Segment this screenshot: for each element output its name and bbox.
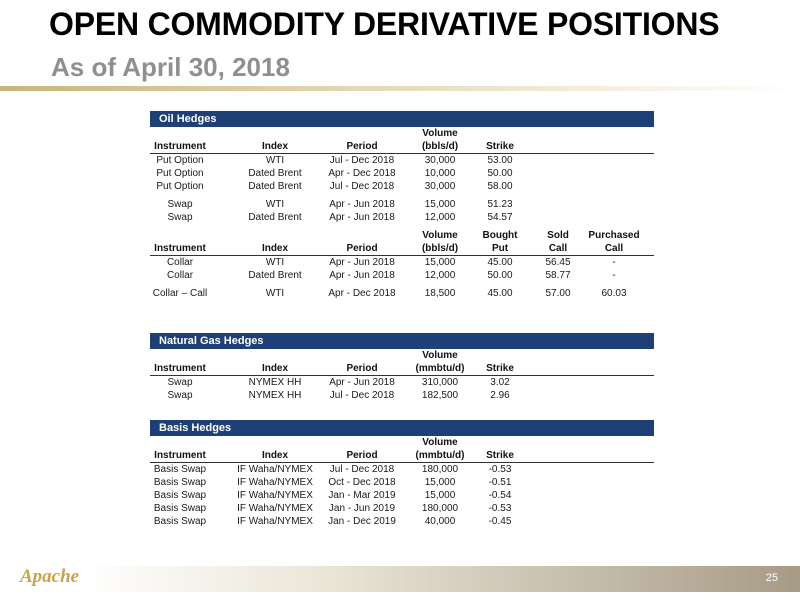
- table-cell: Apr - Dec 2018: [328, 168, 396, 179]
- table-cell: 10,000: [424, 168, 456, 179]
- table-cell: Index: [261, 363, 289, 374]
- table-cell: 50.00: [487, 270, 513, 281]
- table-row: [150, 515, 654, 528]
- table-header-row: [150, 436, 654, 449]
- table-cell: Period: [346, 141, 378, 152]
- table-cell: 2.96: [490, 390, 510, 401]
- oil-table-2: [150, 229, 654, 300]
- table-cell: Period: [346, 363, 378, 374]
- table-cell: Instrument: [154, 450, 206, 461]
- table-cell: 15,000: [424, 490, 456, 501]
- table-cell: Put Option: [156, 168, 204, 179]
- table-row: [150, 180, 654, 193]
- table-cell: 15,000: [424, 199, 456, 210]
- table-cell: Jan - Dec 2019: [328, 516, 396, 527]
- table-cell: 30,000: [424, 181, 456, 192]
- table-row: [150, 154, 654, 167]
- table-cell: (mmbtu/d): [415, 363, 465, 374]
- page-number: 25: [765, 572, 778, 584]
- table-cell: Volume: [422, 350, 458, 361]
- table-cell: Instrument: [154, 363, 206, 374]
- table-cell: NYMEX HH: [248, 377, 302, 388]
- table-cell: -: [612, 270, 616, 281]
- table-cell: Basis Swap: [153, 490, 207, 501]
- table-row: [150, 167, 654, 180]
- table-cell: NYMEX HH: [248, 390, 302, 401]
- table-cell: Index: [261, 243, 289, 254]
- table-row: [150, 476, 654, 489]
- table-header-row: [150, 349, 654, 362]
- table-cell: 15,000: [424, 477, 456, 488]
- table-cell: Index: [261, 141, 289, 152]
- basis-table: [150, 436, 654, 528]
- table-cell: Strike: [486, 363, 514, 374]
- table-cell: WTI: [265, 288, 285, 299]
- page-title: OPEN COMMODITY DERIVATIVE POSITIONS: [49, 6, 720, 42]
- table-cell: Purchased: [588, 230, 640, 241]
- table-row: [150, 502, 654, 515]
- table-cell: 58.00: [487, 181, 513, 192]
- table-cell: 30,000: [424, 155, 456, 166]
- table-cell: Dated Brent: [248, 181, 302, 192]
- table-cell: 18,500: [424, 288, 456, 299]
- table-cell: Jul - Dec 2018: [329, 464, 395, 475]
- table-cell: -0.51: [488, 477, 512, 488]
- basis-hedges-header: Basis Hedges: [150, 420, 654, 436]
- gas-hedges-section: [150, 333, 654, 402]
- table-cell: Jan - Jun 2019: [328, 503, 396, 514]
- table-cell: Apr - Jun 2018: [329, 270, 395, 281]
- table-cell: 182,500: [421, 390, 459, 401]
- table-row: [150, 376, 654, 389]
- table-cell: WTI: [265, 199, 285, 210]
- table-row: [150, 198, 654, 211]
- table-cell: Collar: [166, 257, 194, 268]
- table-cell: Basis Swap: [153, 477, 207, 488]
- table-cell: IF Waha/NYMEX: [237, 516, 313, 527]
- table-cell: Swap: [167, 390, 193, 401]
- table-cell: Index: [261, 450, 289, 461]
- table-cell: Period: [346, 450, 378, 461]
- table-cell: 3.02: [490, 377, 510, 388]
- table-cell: 51.23: [487, 199, 513, 210]
- table-cell: Dated Brent: [248, 212, 302, 223]
- table-cell: Volume: [422, 437, 458, 448]
- table-cell: -0.54: [488, 490, 512, 501]
- table-cell: 54.57: [487, 212, 513, 223]
- table-cell: Strike: [486, 450, 514, 461]
- table-cell: Put Option: [156, 155, 204, 166]
- table-cell: IF Waha/NYMEX: [237, 477, 313, 488]
- table-row: [150, 489, 654, 502]
- table-cell: 15,000: [424, 257, 456, 268]
- table-cell: WTI: [265, 257, 285, 268]
- table-cell: Bought: [482, 230, 518, 241]
- table-cell: 12,000: [424, 270, 456, 281]
- table-cell: Jul - Dec 2018: [329, 181, 395, 192]
- table-cell: Dated Brent: [248, 168, 302, 179]
- table-cell: -0.45: [488, 516, 512, 527]
- table-cell: Basis Swap: [153, 464, 207, 475]
- table-cell: Oct - Dec 2018: [328, 477, 396, 488]
- table-cell: Apr - Jun 2018: [329, 199, 395, 210]
- oil-hedges-section: [150, 111, 654, 300]
- table-header-row: [150, 229, 654, 242]
- table-cell: Dated Brent: [248, 270, 302, 281]
- table-cell: Volume: [422, 128, 458, 139]
- basis-hedges-section: [150, 420, 654, 528]
- table-header-row: [150, 140, 654, 154]
- table-cell: Swap: [167, 377, 193, 388]
- table-cell: Put: [491, 243, 509, 254]
- table-cell: Instrument: [154, 141, 206, 152]
- table-row: [150, 269, 654, 282]
- table-cell: 180,000: [421, 464, 459, 475]
- table-cell: 40,000: [424, 516, 456, 527]
- table-cell: (bbls/d): [421, 243, 459, 254]
- table-cell: 45.00: [487, 288, 513, 299]
- oil-table-1: [150, 127, 654, 224]
- table-cell: (mmbtu/d): [415, 450, 465, 461]
- table-cell: 58.77: [545, 270, 571, 281]
- table-cell: Swap: [167, 199, 193, 210]
- table-cell: IF Waha/NYMEX: [237, 503, 313, 514]
- footer-bar: [0, 566, 800, 592]
- table-cell: 50.00: [487, 168, 513, 179]
- table-cell: 45.00: [487, 257, 513, 268]
- table-cell: Jul - Dec 2018: [329, 390, 395, 401]
- table-cell: Volume: [422, 230, 458, 241]
- table-cell: Apr - Jun 2018: [329, 212, 395, 223]
- table-cell: Basis Swap: [153, 503, 207, 514]
- table-cell: Jan - Mar 2019: [328, 490, 396, 501]
- gas-hedges-header: Natural Gas Hedges: [150, 333, 654, 349]
- table-cell: Period: [346, 243, 378, 254]
- table-cell: Sold: [547, 230, 569, 241]
- gas-table: [150, 349, 654, 402]
- table-cell: (bbls/d): [421, 141, 459, 152]
- table-cell: Put Option: [156, 181, 204, 192]
- table-header-row: [150, 127, 654, 140]
- table-cell: Collar: [166, 270, 194, 281]
- table-row: [150, 463, 654, 476]
- table-cell: Apr - Jun 2018: [329, 257, 395, 268]
- table-cell: -0.53: [488, 503, 512, 514]
- table-cell: Collar – Call: [152, 288, 208, 299]
- table-header-row: [150, 242, 654, 256]
- table-cell: Basis Swap: [153, 516, 207, 527]
- table-cell: Call: [604, 243, 624, 254]
- table-cell: Apr - Jun 2018: [329, 377, 395, 388]
- table-cell: 57.00: [545, 288, 571, 299]
- table-cell: Jul - Dec 2018: [329, 155, 395, 166]
- table-cell: 310,000: [421, 377, 459, 388]
- table-cell: 60.03: [601, 288, 627, 299]
- table-cell: -0.53: [488, 464, 512, 475]
- table-header-row: [150, 449, 654, 463]
- table-row: [150, 287, 654, 300]
- table-cell: WTI: [265, 155, 285, 166]
- table-cell: Call: [548, 243, 568, 254]
- table-cell: Swap: [167, 212, 193, 223]
- table-row: [150, 256, 654, 269]
- table-row: [150, 211, 654, 224]
- table-cell: Instrument: [154, 243, 206, 254]
- table-cell: 180,000: [421, 503, 459, 514]
- page-subtitle: As of April 30, 2018: [51, 52, 290, 82]
- title-divider: [0, 86, 800, 91]
- table-row: [150, 389, 654, 402]
- table-cell: Strike: [486, 141, 514, 152]
- table-cell: IF Waha/NYMEX: [237, 490, 313, 501]
- table-header-row: [150, 362, 654, 376]
- apache-logo: Apache: [20, 566, 80, 587]
- table-cell: Apr - Dec 2018: [328, 288, 396, 299]
- table-cell: 53.00: [487, 155, 513, 166]
- oil-hedges-header: Oil Hedges: [150, 111, 654, 127]
- table-cell: 56.45: [545, 257, 571, 268]
- table-cell: -: [612, 257, 616, 268]
- table-cell: IF Waha/NYMEX: [237, 464, 313, 475]
- table-cell: 12,000: [424, 212, 456, 223]
